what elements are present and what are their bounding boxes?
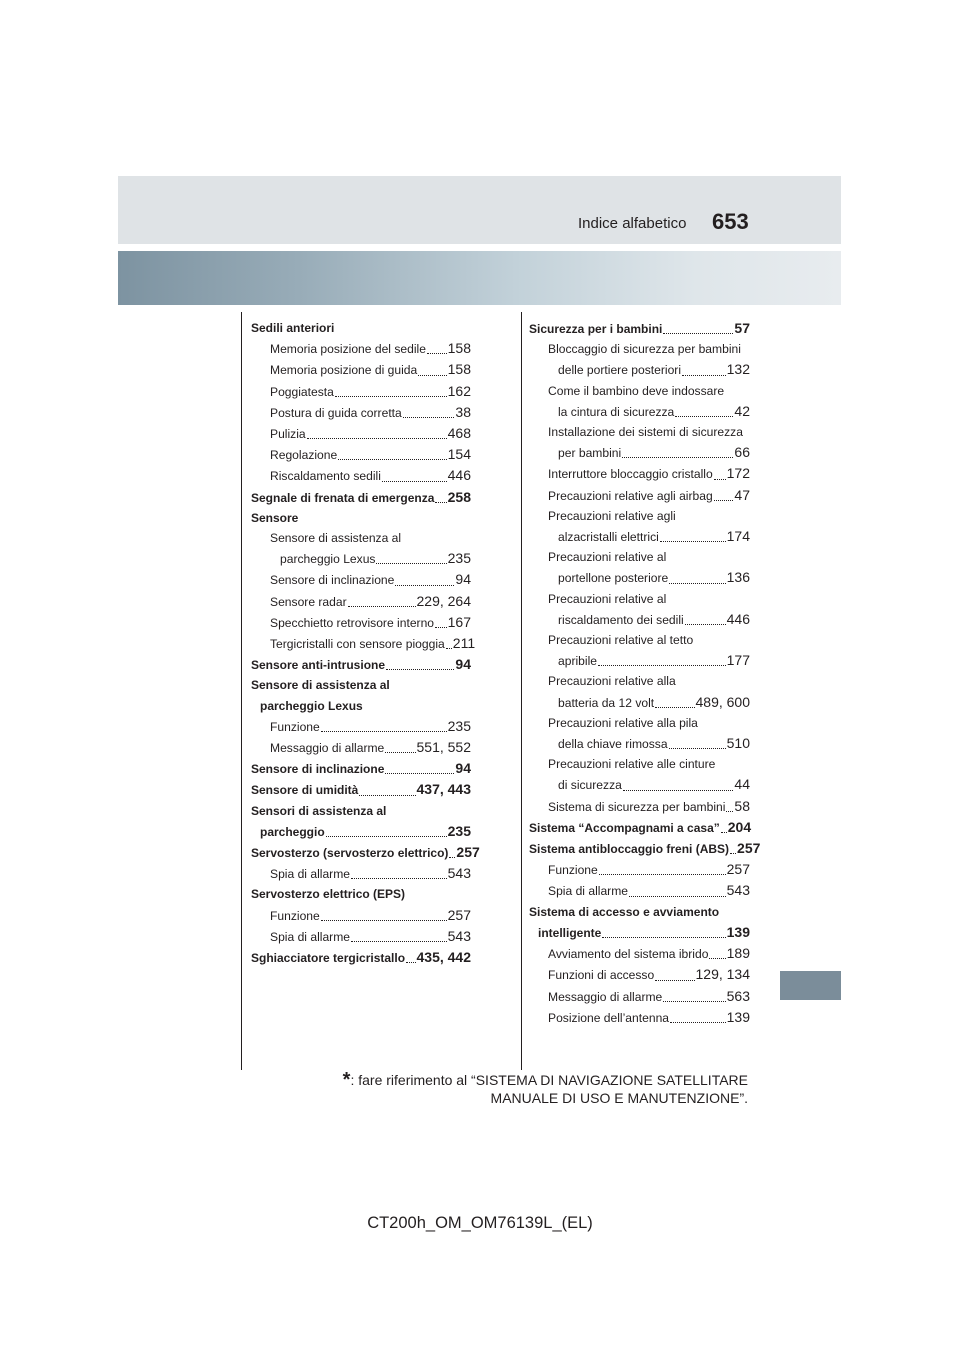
footer-document-code: CT200h_OM_OM76139L_(EL) [367,1214,593,1232]
index-entry-label: Regolazione [270,448,338,463]
index-entry [529,859,750,880]
dot-leader [622,456,733,458]
index-entry [529,943,750,964]
index-entry [529,902,750,922]
index-entry [529,318,750,339]
index-entry-page: 543 [447,865,471,882]
index-entry-label: Servosterzo elettrico (EPS) [251,887,406,902]
index-entry-page: 257 [456,844,480,861]
index-entry-label: Sghiacciatore tergicristallo [251,951,406,966]
index-entry-page: 172 [726,465,750,482]
index-entry [529,922,750,943]
index-entry [529,547,750,567]
index-entry-label: Sensore radar [270,594,347,609]
index-column-right [529,318,761,1028]
index-entry-page: 437, 443 [416,781,471,798]
index-entry [529,567,750,588]
dot-leader [598,664,726,666]
left-column-rule [241,312,242,1070]
index-entry-label: delle portiere posteriori [558,363,682,378]
dot-leader [685,623,726,625]
dot-leader [326,835,447,837]
index-entry-page: 204 [727,818,752,835]
index-entry-label: Funzione [270,908,320,923]
index-entry [529,359,750,380]
dot-leader [599,873,726,875]
dot-leader [359,794,415,796]
index-entry-label: Poggiatesta [270,384,334,399]
index-entry [529,692,750,713]
index-entry-label: Messaggio di allarme [548,989,663,1004]
footnote-star: * [342,1069,351,1091]
index-entry [529,526,750,547]
index-entry-label: Spia di allarme [548,884,628,899]
index-entry-page: 132 [726,361,750,378]
index-entry [529,589,750,609]
index-column-left [251,318,480,968]
index-entry-label: Sistema antibloccaggio freni (ABS) [529,842,730,857]
index-entry-label: Spia di allarme [270,929,350,944]
index-entry [529,650,750,671]
index-entry-label: Precauzioni relative agli airbag [548,488,713,503]
dot-leader [386,668,454,670]
index-entry-label: Sistema di accesso e avviamento [529,904,720,919]
index-entry [251,569,471,590]
index-entry-label: Sensore di inclinazione [251,762,385,777]
index-entry [251,737,471,758]
index-entry-label: per bambini [558,446,622,461]
index-entry [251,947,471,968]
index-entry-page: 489, 600 [695,693,750,710]
index-entry-page: 551, 552 [416,739,471,756]
index-entry-label: Come il bambino deve indossare [548,383,725,398]
index-entry [529,880,750,901]
footnote-line-1 [343,1071,748,1089]
index-entry [251,318,471,338]
dot-leader [406,961,415,963]
index-entry [251,444,471,465]
index-entry-label: Segnale di frenata di emergenza [251,490,435,505]
index-entry-page: 177 [726,652,750,669]
index-entry-page: 211 [452,635,476,652]
index-entry-page: 563 [726,987,750,1004]
dot-leader [403,416,455,418]
index-entry [251,423,471,444]
index-entry [529,485,750,506]
index-entry-label: Sensore [251,510,299,525]
dot-leader [418,374,446,376]
dot-leader [348,605,416,607]
index-entry [251,696,471,716]
footnote-line-2: MANUALE DI USO E MANUTENZIONE”. [490,1090,748,1106]
index-entry [251,487,471,508]
index-entry-label: Tergicristalli con sensore pioggia [270,637,445,652]
dot-leader [385,772,454,774]
index-entry [529,754,750,774]
index-entry [251,612,471,633]
index-entry-label: Installazione dei sistemi di sicurezza [548,425,743,440]
index-entry-label: Sensore di inclinazione [270,573,395,588]
index-entry-label: Pulizia [270,427,306,442]
dot-leader [675,415,733,417]
index-entry-page: 235 [447,822,471,839]
index-entry [251,863,471,884]
index-entry [529,630,750,650]
index-entry-page: 158 [447,361,471,378]
index-entry-page: 38 [455,403,471,420]
footnote-text-1: : fare riferimento al “SISTEMA DI NAVIGAZIONE SATELLITARE [350,1072,748,1088]
dot-leader [385,751,415,753]
index-entry [251,654,471,675]
index-entry [251,465,471,486]
dot-leader [714,499,734,501]
index-entry-page: 129, 134 [695,966,750,983]
index-entry [251,359,471,380]
index-entry-label: portellone posteriore [558,571,669,586]
index-entry-label: Riscaldamento sedili [270,469,381,484]
index-entry-label: Sensore di umidità [251,783,359,798]
index-entry-label: Precauzioni relative al [548,591,667,606]
dot-leader [663,1000,725,1002]
dot-leader [307,437,447,439]
index-entry [529,506,750,526]
index-entry-page: 167 [447,613,471,630]
dot-leader [623,789,734,791]
index-entry-page: 189 [726,945,750,962]
dot-leader [655,706,694,708]
dot-leader [726,810,733,812]
index-entry-page: 94 [455,760,471,777]
index-entry [529,339,750,359]
dot-leader [669,582,725,584]
page-number: 653 [712,209,749,234]
index-entry-page: 235 [447,550,471,567]
dot-leader [382,480,447,482]
dot-leader [721,831,727,833]
dot-leader [427,352,447,354]
index-entry-page: 139 [726,1008,750,1025]
dot-leader [435,501,446,503]
index-entry [529,401,750,422]
index-entry-label: Sensori di assistenza al [251,803,387,818]
index-entry-label: Spia di allarme [270,867,350,882]
index-entry [251,402,471,423]
index-entry-label: la cintura di sicurezza [558,404,675,419]
index-entry [529,442,750,463]
index-entry [251,548,471,569]
dot-leader [321,730,447,732]
index-entry-page: 257 [726,861,750,878]
index-entry-label: Servosterzo (servosterzo elettrico) [251,846,449,861]
index-entry-page: 468 [447,425,471,442]
index-entry [529,422,750,442]
index-entry-page: 229, 264 [416,592,471,609]
index-entry [251,508,471,528]
index-entry [251,801,471,821]
index-entry-label: apribile [558,654,597,669]
index-entry-label: parcheggio Lexus [260,698,363,713]
index-entry [251,338,471,359]
index-entry-page: 258 [447,488,471,505]
dot-leader [682,374,726,376]
index-entry [251,842,480,863]
index-entry-label: Sensore di assistenza al [270,531,402,546]
index-entry [251,758,471,779]
index-entry-label: della chiave rimossa [558,737,668,752]
dot-leader [435,626,447,628]
index-entry-page: 158 [447,340,471,357]
index-entry [529,463,750,484]
index-entry-label: Sistema “Accompagnami a casa” [529,820,720,835]
index-entry-label: Funzione [548,863,598,878]
index-entry [251,926,471,947]
dot-leader [714,478,726,480]
gradient-band [118,251,841,305]
index-entry-label: Sedili anteriori [251,321,335,335]
index-entry-page: 136 [726,569,750,586]
index-entry-label: Funzioni di accesso [548,968,655,983]
index-entry-label: Sensore anti-intrusione [251,658,386,673]
index-entry [529,838,761,859]
index-entry [529,986,750,1007]
dot-leader [730,852,736,854]
index-entry-label: batteria da 12 volt [558,695,655,710]
index-entry-page: 47 [734,486,750,503]
index-entry-page: 543 [447,927,471,944]
index-entry-page: 543 [726,882,750,899]
index-entry [251,884,471,904]
dot-leader [602,936,725,938]
dot-leader [709,957,725,959]
index-entry-page: 139 [726,923,750,940]
index-entry-page: 257 [737,840,761,857]
index-entry [251,381,471,402]
index-entry-label: Posizione dell’antenna [548,1010,670,1025]
index-entry [529,713,750,733]
dot-leader [376,562,446,564]
page-header-title: Indice alfabetico [578,215,687,232]
footnote [343,1071,748,1107]
index-entry-label: Sensore di assistenza al [251,678,390,693]
index-entry-label: Precauzioni relative alla pila [548,715,698,730]
index-entry-page: 257 [447,906,471,923]
dot-leader [446,647,452,649]
index-entry-page: 44 [734,776,750,793]
index-entry-page: 94 [455,571,471,588]
index-entry-label: di sicurezza [558,778,622,793]
dot-leader [669,747,726,749]
index-entry [251,716,471,737]
dot-leader [351,940,447,942]
index-entry-label: Postura di guida corretta [270,405,402,420]
index-entry-label: Sicurezza per i bambini [529,322,663,336]
index-entry-page: 174 [726,528,750,545]
index-entry [529,774,750,795]
index-entry-label: Messaggio di allarme [270,741,385,756]
index-entry-label: parcheggio [260,824,325,839]
index-entry [251,821,471,842]
index-entry-label: riscaldamento dei sedili [558,612,684,627]
index-entry-page: 162 [447,382,471,399]
index-entry-page: 94 [455,656,471,673]
index-entry [251,591,471,612]
index-entry-page: 446 [726,610,750,627]
index-entry [251,779,471,800]
index-entry [251,675,471,695]
index-entry-label: Funzione [270,719,320,734]
index-entry [529,964,750,985]
index-entry [529,1007,750,1028]
index-entry-page: 446 [447,467,471,484]
index-entry-page: 58 [734,797,750,814]
index-entry-label: Specchietto retrovisore interno [270,615,435,630]
index-entry-label: parcheggio Lexus [280,552,376,567]
index-entry-label: intelligente [538,925,602,940]
index-entry [529,817,750,838]
index-entry-label: Precauzioni relative al tetto [548,633,694,648]
index-entry [529,671,750,691]
index-entry [251,905,471,926]
index-entry-label: Sistema di sicurezza per bambini [548,799,726,814]
index-entry-label: Precauzioni relative al [548,550,667,565]
dot-leader [663,332,733,334]
section-tab-marker [780,971,841,1000]
index-entry-page: 235 [447,717,471,734]
middle-column-rule [521,312,522,1070]
index-entry-label: Memoria posizione di guida [270,363,418,378]
index-entry [529,796,750,817]
dot-leader [351,877,447,879]
index-entry-label: alzacristalli elettrici [558,530,659,545]
index-entry-label: Precauzioni relative alle cinture [548,757,716,772]
dot-leader [338,458,446,460]
index-entry [251,633,476,654]
index-entry-label: Interruttore bloccaggio cristallo [548,467,713,482]
index-entry-page: 57 [734,320,750,336]
index-entry-page: 66 [734,444,750,461]
dot-leader [335,395,447,397]
index-entry-page: 435, 442 [416,949,471,966]
dot-leader [321,919,447,921]
index-entry-label: Memoria posizione del sedile [270,342,426,357]
dot-leader [449,856,455,858]
index-entry-label: Precauzioni relative alla [548,674,676,689]
index-entry-page: 154 [447,446,471,463]
index-entry [529,381,750,401]
dot-leader [660,540,726,542]
index-entry-page: 42 [734,402,750,419]
index-entry-label: Precauzioni relative agli [548,508,676,523]
dot-leader [655,979,694,981]
index-entry-label: Bloccaggio di sicurezza per bambini [548,342,741,357]
index-entry-label: Avviamento del sistema ibrido [548,947,709,962]
index-entry [529,609,750,630]
index-entry-page: 510 [726,735,750,752]
index-entry [251,528,471,548]
dot-leader [629,895,726,897]
index-entry [529,733,750,754]
dot-leader [670,1021,726,1023]
dot-leader [395,584,454,586]
